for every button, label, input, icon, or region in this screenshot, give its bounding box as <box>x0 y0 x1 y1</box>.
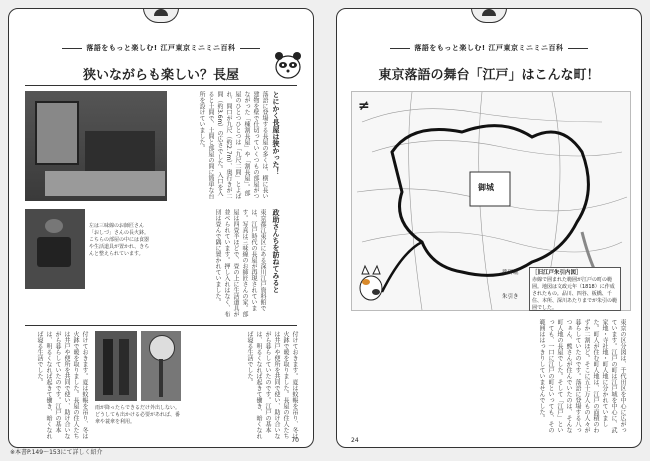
left-page <box>8 8 314 448</box>
page-tab <box>471 8 507 23</box>
section3-text-right: 付けておきます。夏は蚊帳を吊り、冬は火鉢で暖を取りました。長屋の住人たちは井戸や便所を共同で使い、助け合いながら暮らしていたのです。江戸の基本は、明るくなれば起きて働き、暗くなれば寝る生活でした。 <box>246 331 298 439</box>
section2-heading: 政助さんちを訪ねてみると <box>272 209 280 293</box>
umbrella-photo <box>141 331 181 401</box>
fan-icon <box>482 9 496 16</box>
map-box-title: ［旧江戸朱引内図］ <box>532 270 582 276</box>
title-rule <box>25 85 297 86</box>
page-header: 落語をもっと楽しむ! 江戸東京ミニミニ百科 <box>9 43 313 53</box>
cat-illustration-icon <box>356 262 386 302</box>
map-label-yagenbori: 薬研堀 <box>502 270 519 276</box>
map-box-text: 赤線で囲まれた範囲が江戸の町の範囲。地図は文政元年（1818）に作成されたもの。品川、四谷、板橋、千住、本所、深川あたりまでが朱引の範囲でした。 <box>532 277 618 311</box>
tanuki-illustration-icon <box>271 49 305 79</box>
footnote: ※本書P.149〜153にて詳しく紹介 <box>10 449 103 456</box>
map-label-shubiki: 朱引き <box>502 294 519 300</box>
section3-text-left: 付けておきます。夏は蚊帳を吊り、冬は火鉢で暖を取りました。長屋の住人たちは井戸や便所を共同で使い、助け合いながら暮らしていたのです。江戸の基本は、明るくなれば起きて働き、暗くなれば寝る生活でした。 <box>36 331 88 439</box>
section2-text: 東京都江東区にある深川江戸資料館では、江戸時代の長屋が再現されています。写真は三味線のお師匠さんの家。部屋は四畳半ほどで、畳の上に生活道具が並べられています。押し入れはなく、布団は畳んで隅に置かれていました。 <box>214 209 266 317</box>
raincoat-photo <box>95 331 137 401</box>
hibachi-caption: 左は三味線のお師匠さん「おしづ」さんの長火鉢。こちらの部屋の中には食器や生活道具が置かれ、きちんと整えられています。 <box>89 223 150 257</box>
rain-caption: 雨が降ったらできるだけ外出しない。どうしても出かける必要があれば、番傘や蓑傘を利用。 <box>95 405 181 425</box>
nagaya-interior-photo <box>25 91 167 201</box>
page-number: 24 <box>351 437 359 444</box>
castle-label: 御城 <box>478 183 494 192</box>
fan-icon <box>154 9 168 16</box>
section-rule <box>25 325 297 326</box>
page-header: 落語をもっと楽しむ! 江戸東京ミニミニ百科 <box>337 43 641 53</box>
section1-heading: とにかく長屋は狭かった！ <box>272 91 280 175</box>
right-page <box>336 8 642 448</box>
page-title: 東京落語の舞台「江戸」はこんな町！ <box>378 68 600 83</box>
page-title: 狭いながらも楽しい？長屋 <box>82 68 239 83</box>
compass-mark: ≠ <box>358 98 370 114</box>
section1-text: 落語に登場する長屋の多くは、横に長い建物を壁で仕切っていくつもの部屋がつながった「棟割長屋」や「割長屋」。部屋のひとつひとつは「九尺二間」とよばれ、間口が九尺（約2.7m）、奥行きが二間（約3.6m）の広さでした。入口を入ると土間で、土間と部屋の間に簡単な台所を設けていました。 <box>198 91 268 200</box>
hibachi-photo <box>25 209 85 289</box>
map-legend-box <box>529 267 621 311</box>
page-number: 70 <box>291 437 299 444</box>
body-text: 東京の区分図は、千代田区を中心に広がっています。江戸の町は江戸城を中心に、武家地・寺社地・町人地に分かれていました。町人が住む町人地は、江戸の面積のわずか二割ほど。そこに五十万人もの人々が暮らしていたのです。落語に登場する八っつぁん、熊さんが住んでいたのは、そんな町人地の長屋でした。そして「江戸」といっても、一口に江戸の町といっても、その範囲ははっきりしていませんでした。 <box>538 319 626 433</box>
page-tab <box>143 8 179 23</box>
